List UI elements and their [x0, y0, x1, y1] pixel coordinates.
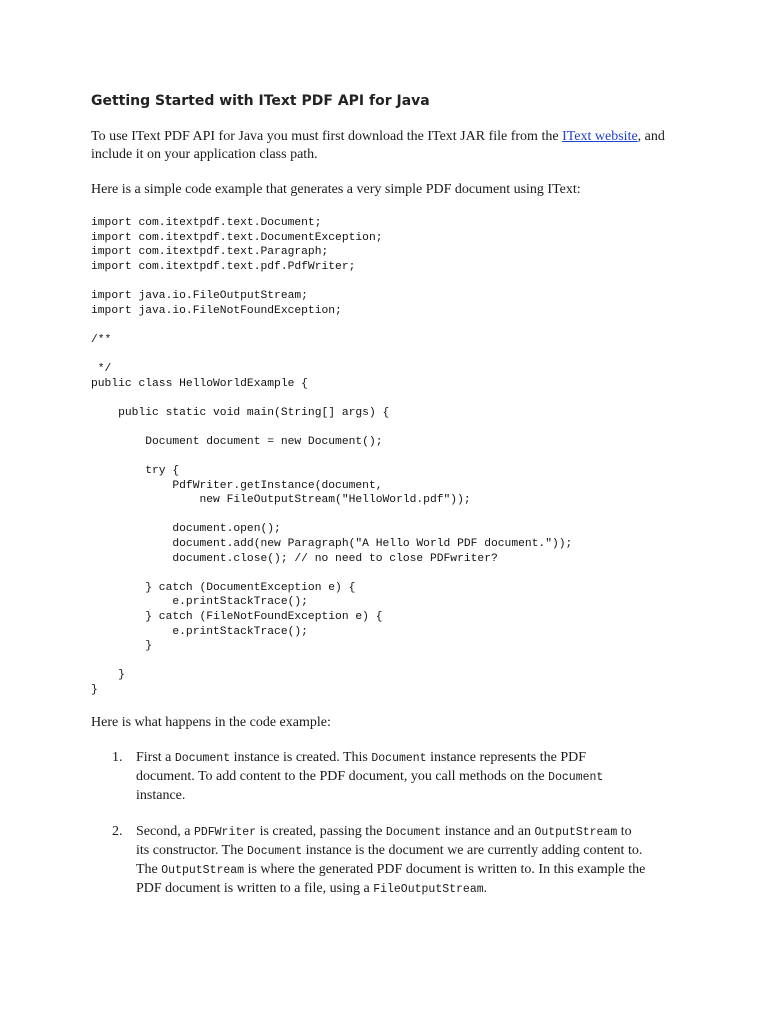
- code-term: Document: [385, 825, 442, 839]
- itext-website-link[interactable]: IText website: [562, 129, 638, 144]
- step-text: is where the generated PDF document is written to. In this example the PDF document is written to a file, using a: [136, 861, 646, 896]
- step-text: .: [483, 880, 488, 896]
- list-item-number: 1.: [112, 749, 123, 765]
- step-text: Second, a: [136, 823, 194, 839]
- code-term: PDFWriter: [193, 825, 257, 839]
- code-term: FileOutputStream: [373, 882, 484, 896]
- step-text: instance is the document we are currently adding content to. The: [136, 842, 643, 877]
- code-term: Document: [174, 751, 231, 765]
- step-text: instance and an: [441, 823, 535, 839]
- step-text: instance represents the PDF document. To add content to the PDF document, you call methods on the: [136, 749, 587, 784]
- code-term: OutputStream: [161, 863, 245, 877]
- page-title: Getting Started with IText PDF API for Java: [91, 93, 430, 109]
- document-page: [91, 93, 691, 917]
- example-intro-paragraph: Here is a simple code example that generates a very simple PDF document using IText:: [91, 182, 581, 197]
- code-example: import com.itextpdf.text.Document; import com.itextpdf.text.DocumentException; import com.itextpdf.text.Paragraph; import com.itextpdf.text.pdf.PdfWriter; import java.io.FileOutputStream; import java.io.FileNotFoundException; /** */ public class HelloWorldExample { public static void main(String[] args) { Document document = new Document(); try { PdfWriter.getInstance(document, new FileOutputStream("HelloWorld.pdf")); document.open(); document.add(new Paragraph("A Hello World PDF document.")); document.close(); // no need to close PDFwriter? } catch (DocumentException e) { e.printStackTrace(); } catch (FileNotFoundException e) { e.printStackTrace(); } } }: [91, 217, 573, 696]
- step-text: First a: [136, 749, 175, 765]
- steps-list: [91, 749, 691, 899]
- step-text: to its constructor. The: [136, 823, 632, 858]
- intro-paragraph: [91, 128, 691, 164]
- code-term: Document: [548, 770, 604, 784]
- code-term: Document: [371, 751, 427, 765]
- list-item: [91, 823, 646, 899]
- code-term: OutputStream: [534, 825, 618, 839]
- code-term: Document: [246, 844, 303, 858]
- step-text: instance.: [136, 787, 186, 803]
- step-text: is created, passing the: [256, 823, 386, 839]
- intro-text-end: , and include it on your application class path.: [91, 129, 665, 162]
- step-text: instance is created. This: [230, 749, 372, 765]
- list-item-number: 2.: [112, 823, 123, 839]
- happens-intro-paragraph: Here is what happens in the code example:: [91, 714, 331, 730]
- list-item: [91, 749, 646, 805]
- intro-text: To use IText PDF API for Java you must first download the IText JAR file from the: [91, 129, 563, 144]
